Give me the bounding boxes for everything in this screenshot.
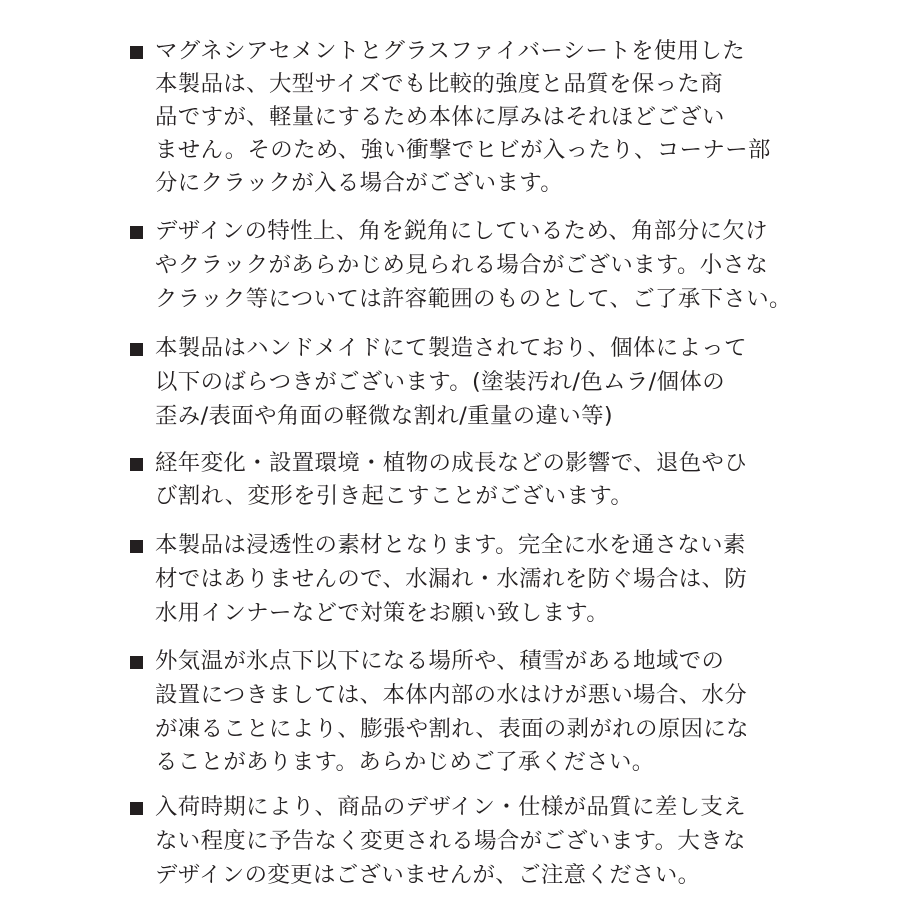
notice-line: 品ですが、軽量にするため本体に厚みはそれほどござい [155, 104, 725, 130]
notice-line: 本製品はハンドメイドにて製造されており、個体によって [155, 335, 747, 361]
notice-line: 本製品は、大型サイズでも比較的強度と品質を保った商 [155, 71, 723, 97]
notice-line: 入荷時期により、商品のデザイン・仕様が品質に差し支え [155, 794, 746, 820]
notice-line: 材ではありませんので、水漏れ・水濡れを防ぐ場合は、防 [155, 566, 748, 592]
bullet-square-icon [130, 802, 143, 815]
bullet-square-icon [130, 46, 143, 59]
notice-line: 経年変化・設置環境・植物の成長などの影響で、退色やひ [155, 450, 748, 476]
notice-line: デザインの特性上、角を鋭角にしているため、角部分に欠け [155, 218, 768, 244]
bullet-square-icon [130, 656, 143, 669]
notice-line: マグネシアセメントとグラスファイバーシートを使用した [155, 38, 746, 64]
notice-line: 本製品は浸透性の素材となります。完全に水を通さない素 [155, 532, 746, 558]
notice-line: 歪み/表面や角面の軽微な割れ/重量の違い等) [155, 403, 614, 429]
notice-line: 分にクラックが入る場合がございます。 [155, 170, 563, 196]
bullet-square-icon [130, 458, 143, 471]
notice-line: び割れ、変形を引き起こすことがございます。 [155, 483, 634, 509]
bullet-square-icon [130, 540, 143, 553]
notice-line: デザインの変更はございませんが、ご注意ください。 [155, 862, 701, 888]
notice-line: 外気温が氷点下以下になる場所や、積雪がある地域での [155, 648, 725, 674]
notice-line: 設置につきましては、本体内部の水はけが悪い場合、水分 [155, 682, 748, 708]
bullet-square-icon [130, 226, 143, 239]
notice-line: 水用インナーなどで対策をお願い致します。 [155, 600, 610, 626]
notice-line: クラック等については許容範囲のものとして、ご了承下さい。 [155, 286, 792, 312]
notice-line: 以下のばらつきがございます。(塗装汚れ/色ムラ/個体の [155, 369, 725, 395]
notice-line: が凍ることにより、膨張や割れ、表面の剥がれの原因にな [155, 716, 749, 742]
notice-line: ません。そのため、強い衝撃でヒビが入ったり、コーナー部 [155, 137, 771, 163]
notice-line: やクラックがあらかじめ見られる場合がございます。小さな [155, 252, 769, 278]
notice-line: ることがあります。あらかじめご了承ください。 [155, 749, 655, 775]
bullet-square-icon [130, 343, 143, 356]
notice-line: ない程度に予告なく変更される場合がございます。大きな [155, 828, 746, 854]
